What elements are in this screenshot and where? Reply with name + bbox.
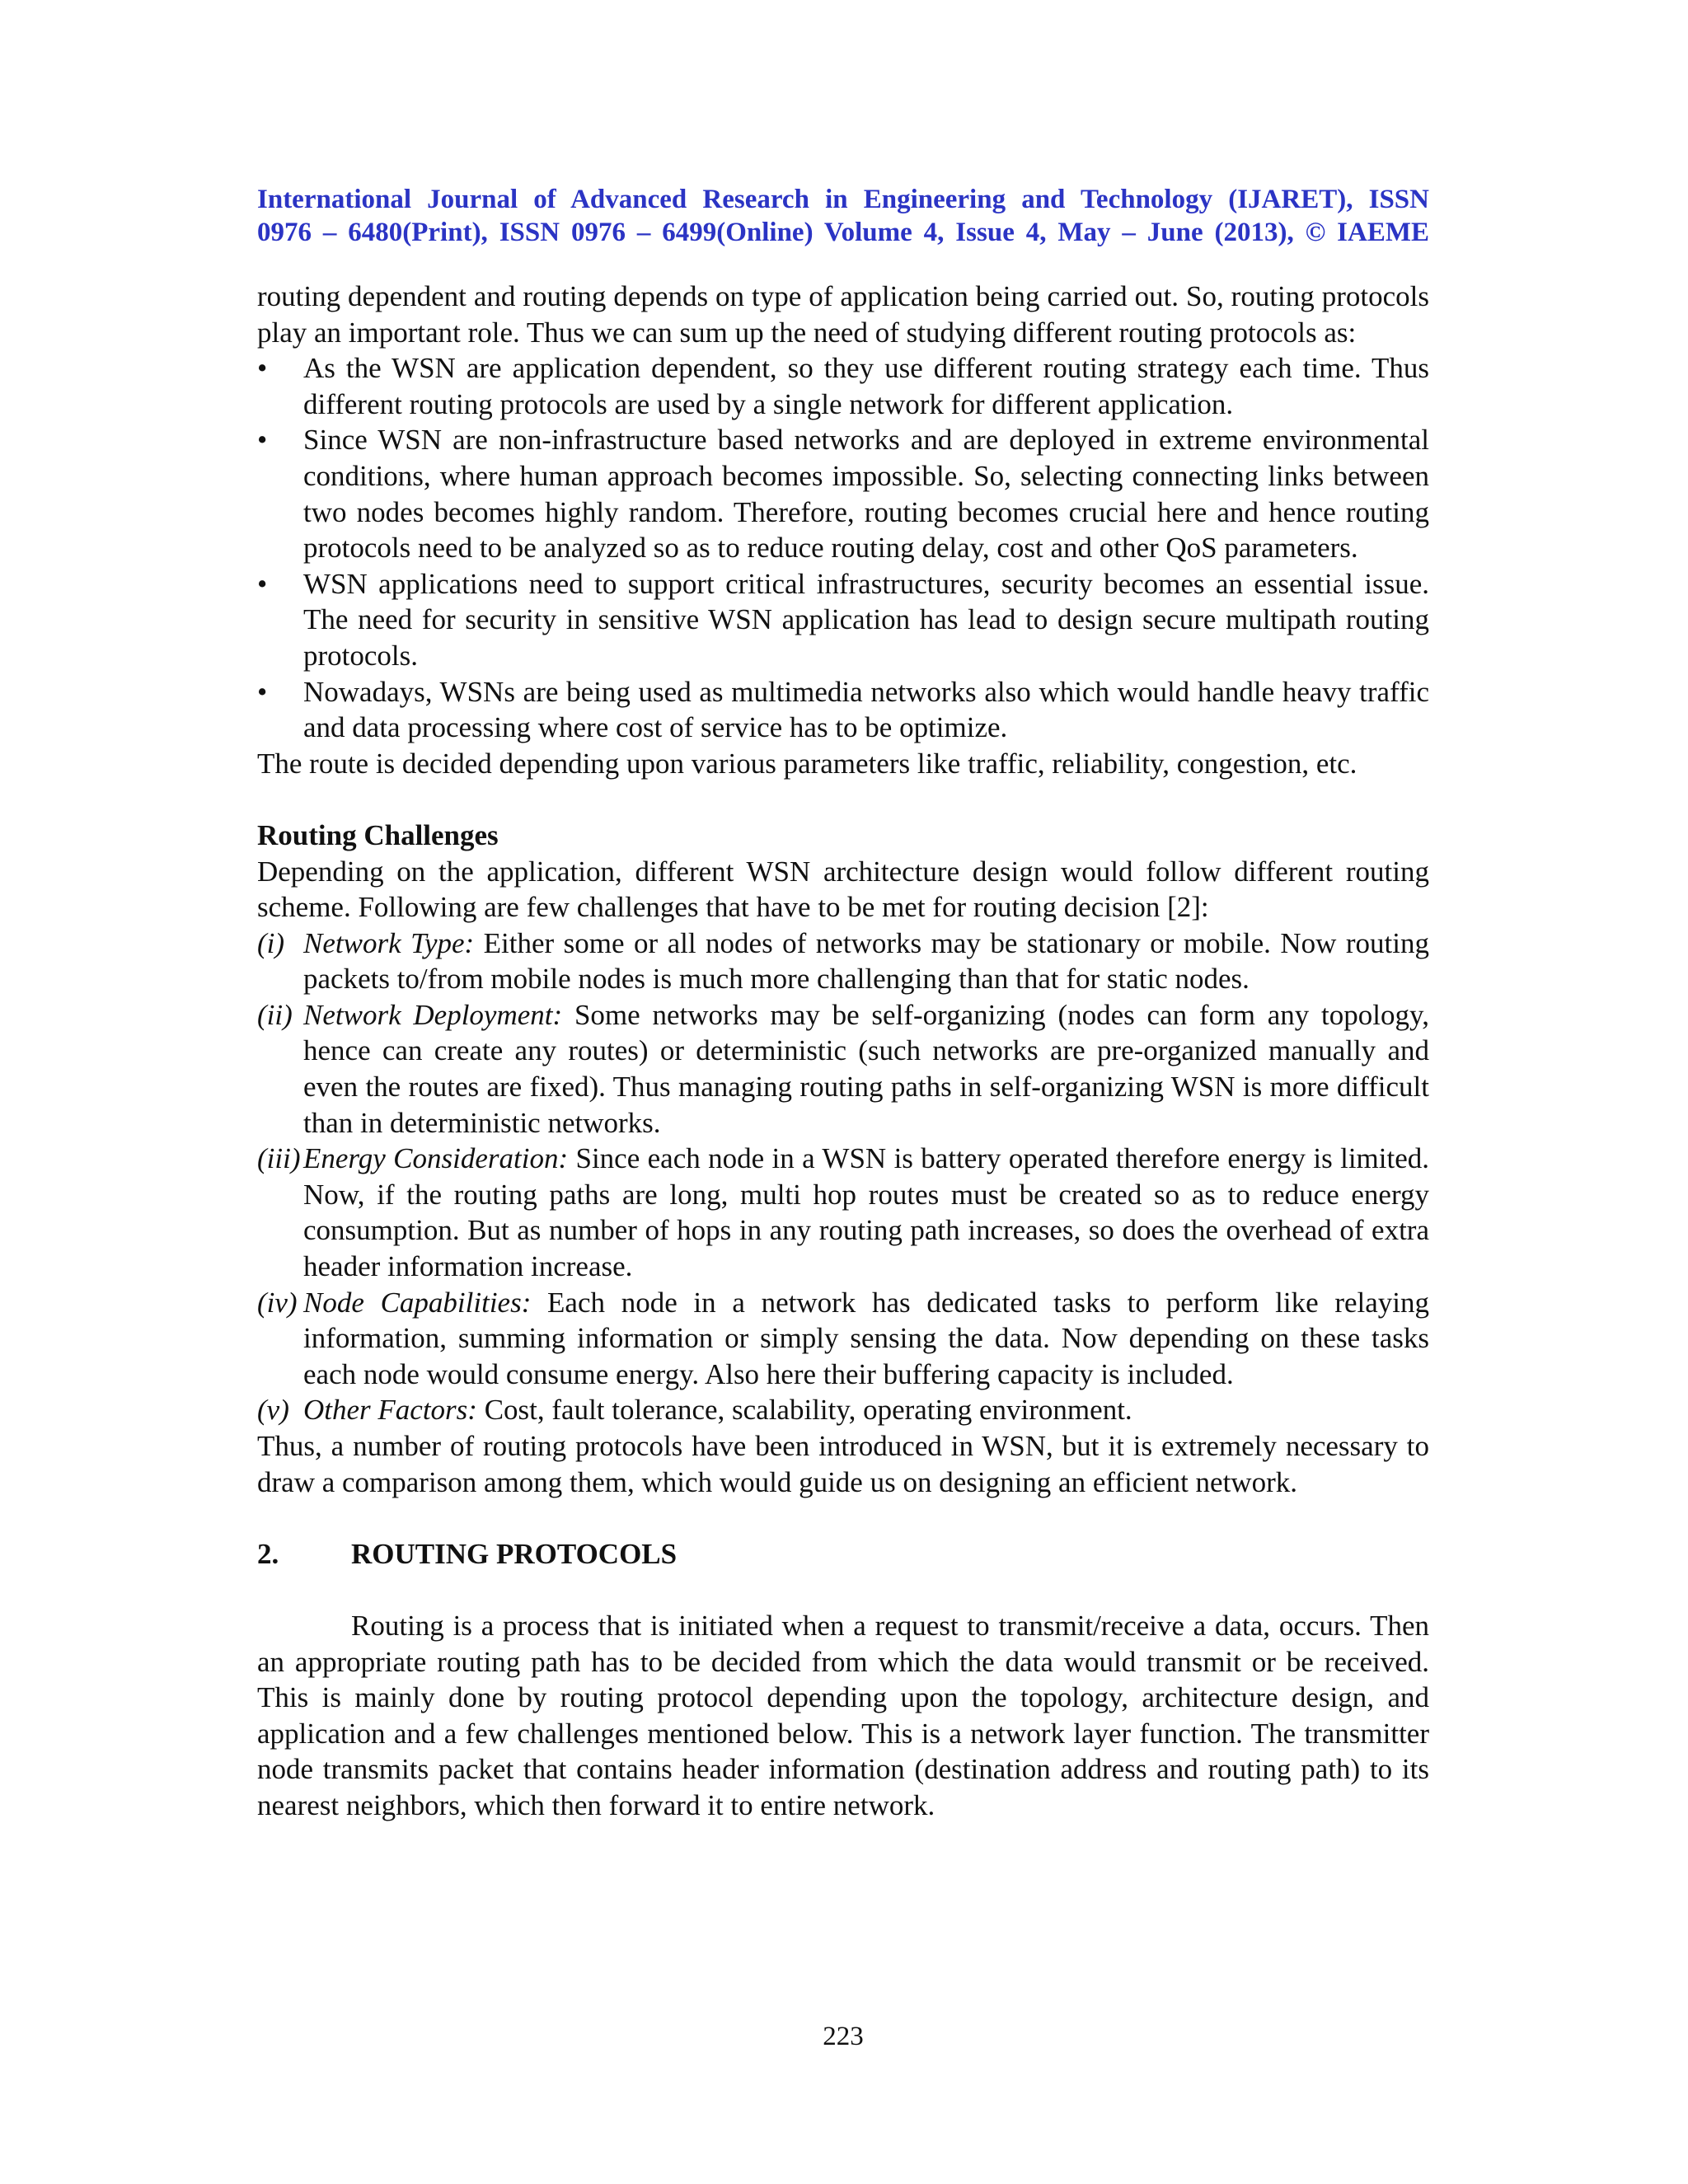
section-paragraph: Routing is a process that is initiated when a request to transmit/receive a data, occurs. Then an appropriate routing path has to be decided from which the data would transmit or be received. This is mainly done by routing protocol depending upon the topology, architecture design, and application and a few challenges mentioned below. This is a network layer function. The transmitter node transmits packet that contains header information (destination address and routing path) to its nearest neighbors, which then forward it to entire network.: [257, 1609, 1429, 1821]
bullet-item: [257, 422, 1429, 565]
bullet-symbol: •: [257, 352, 268, 385]
challenge-number: (i): [257, 926, 285, 959]
bullet-item: [257, 674, 1429, 746]
challenge-item: [257, 926, 1429, 997]
challenge-text: Either some or all nodes of networks may be stationary or mobile. Now routing packets to/from mobile nodes is much more challenging than that for static nodes.: [303, 926, 1429, 996]
intro-closing-paragraph: The route is decided depending upon various parameters like traffic, reliability, congestion, etc.: [257, 747, 1357, 780]
paper-body: [257, 279, 1429, 1824]
challenge-number: (v): [257, 1394, 289, 1427]
challenge-text: Cost, fault tolerance, scalability, operating environment.: [476, 1394, 1132, 1427]
intro-paragraph: routing dependent and routing depends on type of application being carried out. So, routing protocols play an important role. Thus we can sum up the need of studying different routing protocols as:: [257, 280, 1429, 349]
challenge-term: Network Deployment:: [303, 998, 563, 1031]
spacer: [257, 781, 1429, 818]
challenge-number: (iv): [257, 1286, 298, 1319]
challenge-list: [257, 926, 1429, 1428]
section-title: ROUTING PROTOCOLS: [351, 1537, 678, 1570]
journal-header-line-1: International Journal of Advanced Research in Engineering and Technology (IJARET), ISSN: [257, 185, 1429, 214]
journal-header-line-2: 0976 – 6480(Print), ISSN 0976 – 6499(Online) Volume 4, Issue 4, May – June (2013), © IAEME: [257, 218, 1429, 247]
section-number: 2.: [257, 1537, 279, 1570]
challenge-term: Node Capabilities:: [303, 1286, 532, 1319]
challenge-item: [257, 1141, 1429, 1284]
challenge-text: Some networks may be self-organizing (nodes can form any topology, hence can create any routes) or deterministic (such networks are pre-organized manually and even the routes are fixed). Thus managing routing paths in self-organizing WSN is more difficult than in deterministic networks.: [303, 998, 1429, 1139]
challenge-text: Since each node in a WSN is battery operated therefore energy is limited. Now, if the routing paths are long, multi hop routes must be created so as to reduce energy consumption. But as number of hops in any routing path increases, so does the overhead of extra header information increase.: [303, 1142, 1430, 1283]
need-bullet-list: [257, 350, 1429, 746]
bullet-text: Nowadays, WSNs are being used as multimedia networks also which would handle heavy traffic and data processing where cost of service has to be optimize.: [303, 675, 1429, 744]
bullet-item: [257, 350, 1429, 422]
routing-challenges-closing: Thus, a number of routing protocols have been introduced in WSN, but it is extremely necessary to draw a comparison among them, which would guide us on designing an efficient network.: [257, 1430, 1429, 1498]
challenge-item: [257, 1392, 1429, 1428]
challenge-item: [257, 1285, 1429, 1393]
challenge-number: (ii): [257, 998, 293, 1031]
bullet-text: WSN applications need to support critical infrastructures, security becomes an essential issue. The need for security in sensitive WSN application has lead to design secure multipath routing protocols.: [303, 567, 1429, 672]
challenge-item: [257, 997, 1429, 1141]
bullet-symbol: •: [257, 675, 268, 708]
challenge-number: (iii): [257, 1142, 301, 1175]
spacer: [257, 1572, 1429, 1608]
bullet-symbol: •: [257, 424, 268, 457]
journal-header: [257, 183, 1429, 249]
spacer: [257, 1500, 1429, 1536]
bullet-text: As the WSN are application dependent, so they use different routing strategy each time. Thus different routing protocols are used by a single network for different application.: [303, 352, 1429, 420]
challenge-term: Other Factors:: [303, 1394, 477, 1427]
bullet-item: [257, 566, 1429, 674]
routing-challenges-intro: Depending on the application, different WSN architecture design would follow different routing scheme. Following are few challenges that have to be met for routing decision [2]:: [257, 855, 1429, 924]
challenge-term: Network Type:: [303, 926, 475, 959]
bullet-text: Since WSN are non-infrastructure based networks and are deployed in extreme environmental conditions, where human approach becomes impossible. So, selecting connecting links between two nodes becomes highly random. Therefore, routing becomes crucial here and hence routing protocols need to be analyzed so as to reduce routing delay, cost and other QoS parameters.: [303, 424, 1429, 565]
page-number: 223: [823, 2022, 864, 2051]
challenge-text: Each node in a network has dedicated tasks to perform like relaying information, summing information or simply sensing the data. Now depending on these tasks each node would consume energy. Also here their buffering capacity is included.: [303, 1286, 1430, 1390]
challenge-term: Energy Consideration:: [303, 1142, 569, 1175]
section-heading: [257, 1536, 1429, 1572]
bullet-symbol: •: [257, 567, 268, 600]
routing-challenges-heading: Routing Challenges: [257, 818, 499, 851]
